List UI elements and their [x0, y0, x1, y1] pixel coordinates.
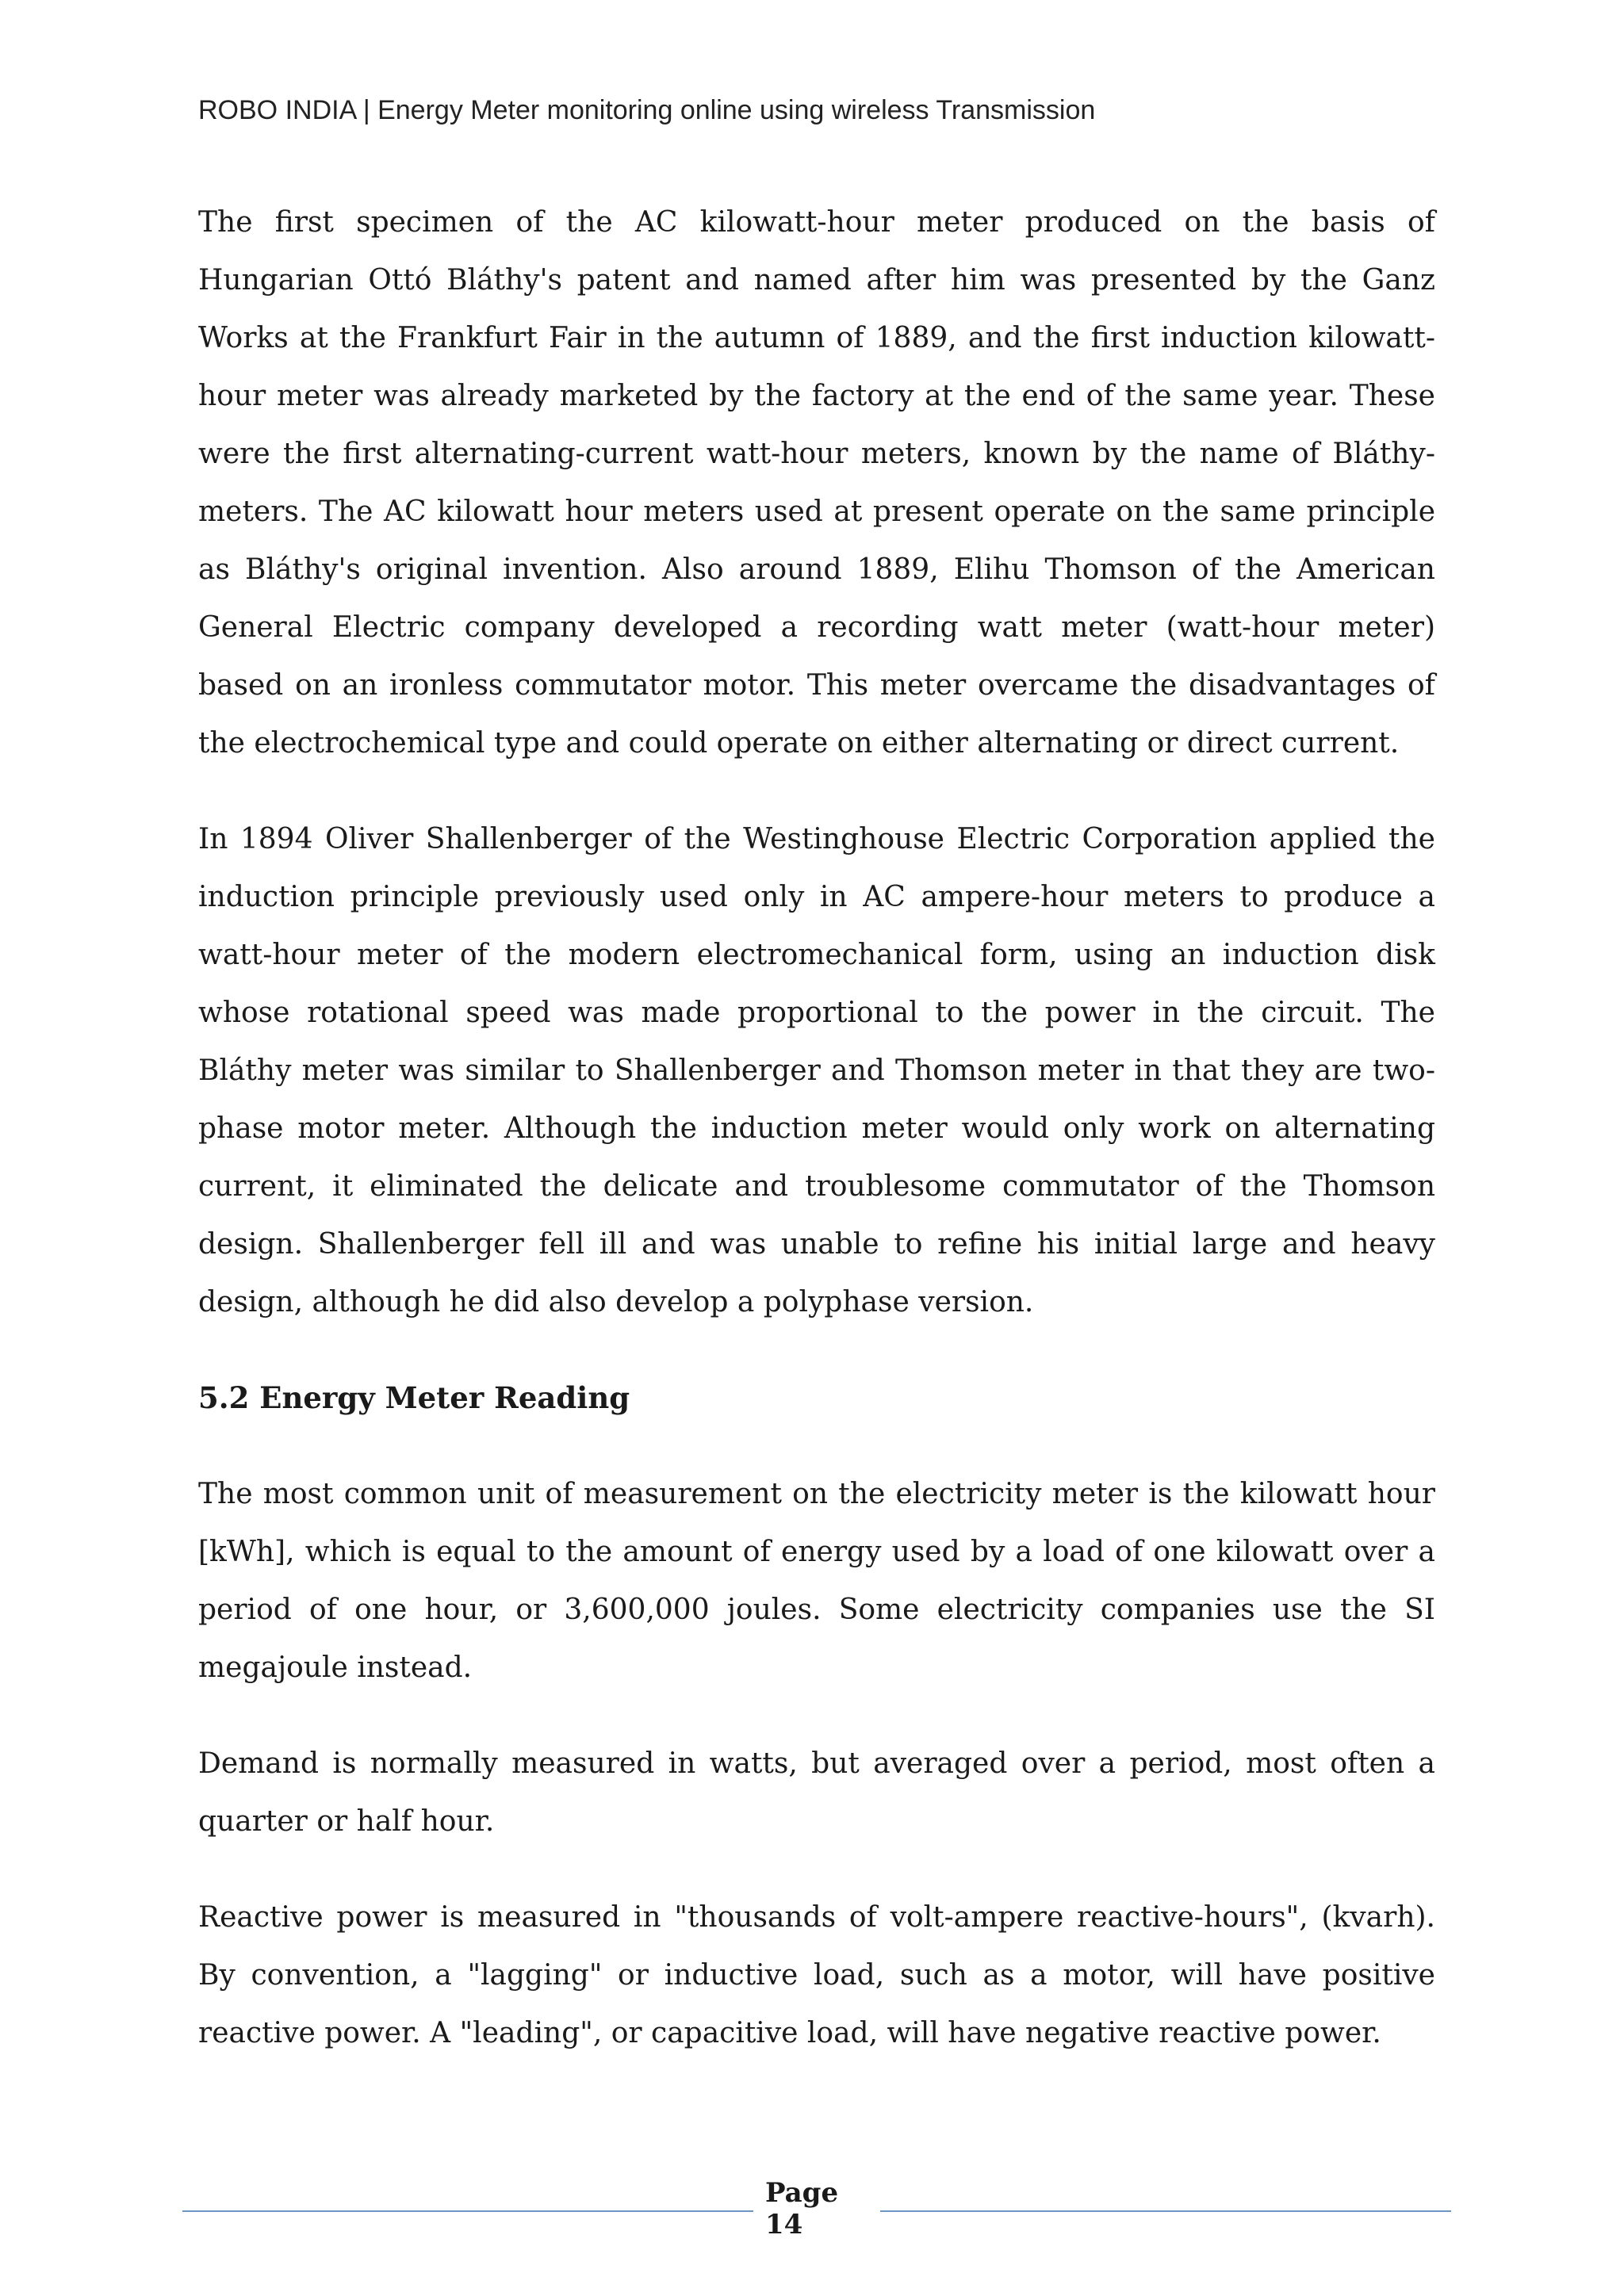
page-number-label: [765, 2177, 868, 2241]
page-footer: [182, 2177, 1451, 2241]
paragraph-kwh-unit: The most common unit of measurement on the electricity meter is the kilowatt hour [kWh], which is equal to the amount of energy used by a load of one kilowatt over a period of one hour, or 3,600,000 joules. Some electricity companies use the SI megajoule instead.: [198, 1478, 1435, 1684]
footer-rule-left: [182, 2210, 753, 2212]
running-header: ROBO INDIA | Energy Meter monitoring online using wireless Transmission: [198, 95, 1096, 125]
page-word: Page: [765, 2177, 839, 2209]
paragraph-blathy-history: The first specimen of the AC kilowatt-hour meter produced on the basis of Hungarian Ottó Bláthy's patent and named after him was presented by the Ganz Works at the Frankfurt Fair in the autumn of 1889, and the first induction kilowatt-hour meter was already marketed by the factory at the end of the same year. These were the first alternating-current watt-hour meters, known by the name of Bláthy-meters. The AC kilowatt hour meters used at present operate on the same principle as Bláthy's original invention. Also around 1889, Elihu Thomson of the American General Electric company developed a recording watt meter (watt-hour meter) based on an ironless commutator motor. This meter overcame the disadvantages of the electrochemical type and could operate on either alternating or direct current.: [198, 206, 1435, 760]
footer-rule-right: [880, 2210, 1451, 2212]
section-heading: 5.2 Energy Meter Reading: [198, 1380, 630, 1415]
page-number: 14: [765, 2209, 803, 2241]
paragraph-reactive-power: Reactive power is measured in "thousands of volt-ampere reactive-hours", (kvarh). By convention, a "lagging" or inductive load, such as a motor, will have positive reactive power. A "leading", or capacitive load, will have negative reactive power.: [198, 1901, 1435, 2049]
paragraph-demand: Demand is normally measured in watts, but averaged over a period, most often a quarter or half hour.: [198, 1747, 1435, 1838]
page-body: [198, 193, 1435, 2100]
paragraph-shallenberger-history: In 1894 Oliver Shallenberger of the Westinghouse Electric Corporation applied the induction principle previously used only in AC ampere-hour meters to produce a watt-hour meter of the modern electromechanical form, using an induction disk whose rotational speed was made proportional to the power in the circuit. The Bláthy meter was similar to Shallenberger and Thomson meter in that they are two-phase motor meter. Although the induction meter would only work on alternating current, it eliminated the delicate and troublesome commutator of the Thomson design. Shallenberger fell ill and was unable to refine his initial large and heavy design, although he did also develop a polyphase version.: [198, 823, 1435, 1318]
